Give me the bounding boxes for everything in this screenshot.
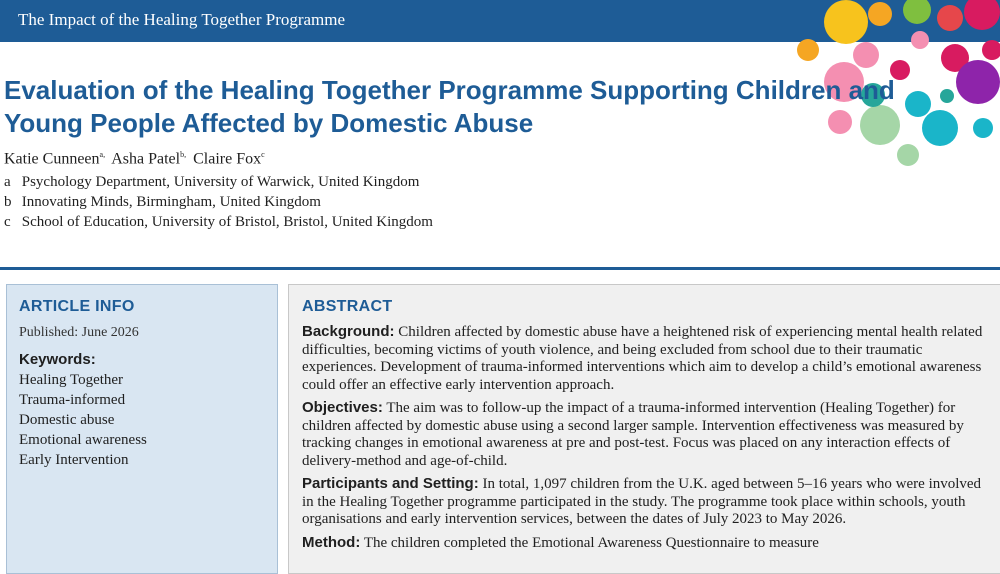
abstract-heading: ABSTRACT [302, 298, 393, 315]
abstract-section-background [302, 323, 992, 394]
keyword-item: Early Intervention [19, 452, 129, 468]
deco-dot [911, 31, 929, 49]
article-info-panel [6, 284, 278, 574]
author-list [4, 150, 268, 168]
keywords-heading: Keywords: [19, 351, 96, 368]
deco-dot [824, 0, 868, 44]
affiliation-item [4, 192, 433, 212]
affiliation-list [4, 172, 433, 232]
author-name: Claire Fox [193, 150, 262, 168]
abstract-section-label: Method: [302, 533, 361, 551]
abstract-section-objectives [302, 399, 992, 470]
keyword-list [19, 370, 147, 470]
affiliation-letter: c [4, 214, 11, 230]
deco-dot [964, 0, 1000, 30]
abstract-section-text: The children completed the Emotional Awareness Questionnaire to measure [363, 534, 819, 551]
author-affil-mark: b, [180, 150, 187, 159]
abstract-section-label: Background: [302, 323, 395, 340]
abstract-section-participants [302, 475, 992, 529]
abstract-section-method [302, 534, 992, 553]
abstract-body [302, 323, 992, 557]
deco-dot [868, 2, 892, 26]
paper-title-line-2: Young People Affected by Domestic Abuse [4, 108, 534, 138]
abstract-section-text: In total, 1,097 children from the U.K. aged between 5–16 years who were involved in the Healing Together programme participated in the study. The programme took place within schools, youth organisations and early intervention services, between the dates of July 2023 to May 2026. [302, 476, 982, 527]
author-affil-mark: a, [99, 150, 106, 159]
paper-title-line-1: Evaluation of the Healing Together Programme Supporting Children and [4, 75, 895, 105]
author-name: Asha Patel [111, 150, 181, 168]
author-affil-mark: c [261, 150, 265, 159]
abstract-panel [288, 284, 1000, 574]
deco-dot [797, 39, 819, 61]
affiliation-item [4, 212, 433, 232]
deco-dot [903, 0, 931, 24]
affiliation-text: Innovating Minds, Birmingham, United Kingdom [21, 194, 321, 210]
deco-dot [897, 144, 919, 166]
paper-title [4, 74, 964, 140]
keyword-item: Healing Together [19, 372, 124, 388]
keyword-item: Emotional awareness [19, 432, 147, 448]
section-divider [0, 267, 1000, 270]
affiliation-text: School of Education, University of Bristol, Bristol, United Kingdom [21, 214, 433, 230]
deco-dot [982, 40, 1000, 60]
abstract-section-label: Participants and Setting: [302, 475, 479, 492]
affiliation-item [4, 172, 433, 192]
affiliation-letter: a [4, 174, 11, 190]
deco-dot [853, 42, 879, 68]
published-date: Published: June 2026 [19, 325, 139, 340]
abstract-section-text: Children affected by domestic abuse have a heightened risk of experiencing mental health related difficulties, becoming victims of youth violence, and being excluded from school due to their traumatic experiences. Development of trauma-informed interventions which aim to develop a child’s emotional awareness could offer an effective early intervention approach. [302, 324, 983, 393]
affiliation-text: Psychology Department, University of Warwick, United Kingdom [21, 174, 420, 190]
keyword-item: Trauma-informed [19, 392, 126, 408]
abstract-section-text: The aim was to follow-up the impact of a trauma-informed intervention (Healing Together) for children affected by domestic abuse using a second larger sample. Intervention effectiveness was measured by tracking changes in emotional awareness at pre and post-test. Focus was placed on any interaction effects of delivery-method and age-of-child. [302, 400, 964, 469]
banner-title: The Impact of the Healing Together Programme [18, 10, 346, 29]
keyword-item: Domestic abuse [19, 412, 115, 428]
abstract-section-label: Objectives: [302, 399, 383, 416]
deco-dot [937, 5, 963, 31]
affiliation-letter: b [4, 194, 12, 210]
deco-dot [973, 118, 993, 138]
author-name: Katie Cunneen [4, 150, 100, 168]
article-info-heading: ARTICLE INFO [19, 298, 135, 315]
